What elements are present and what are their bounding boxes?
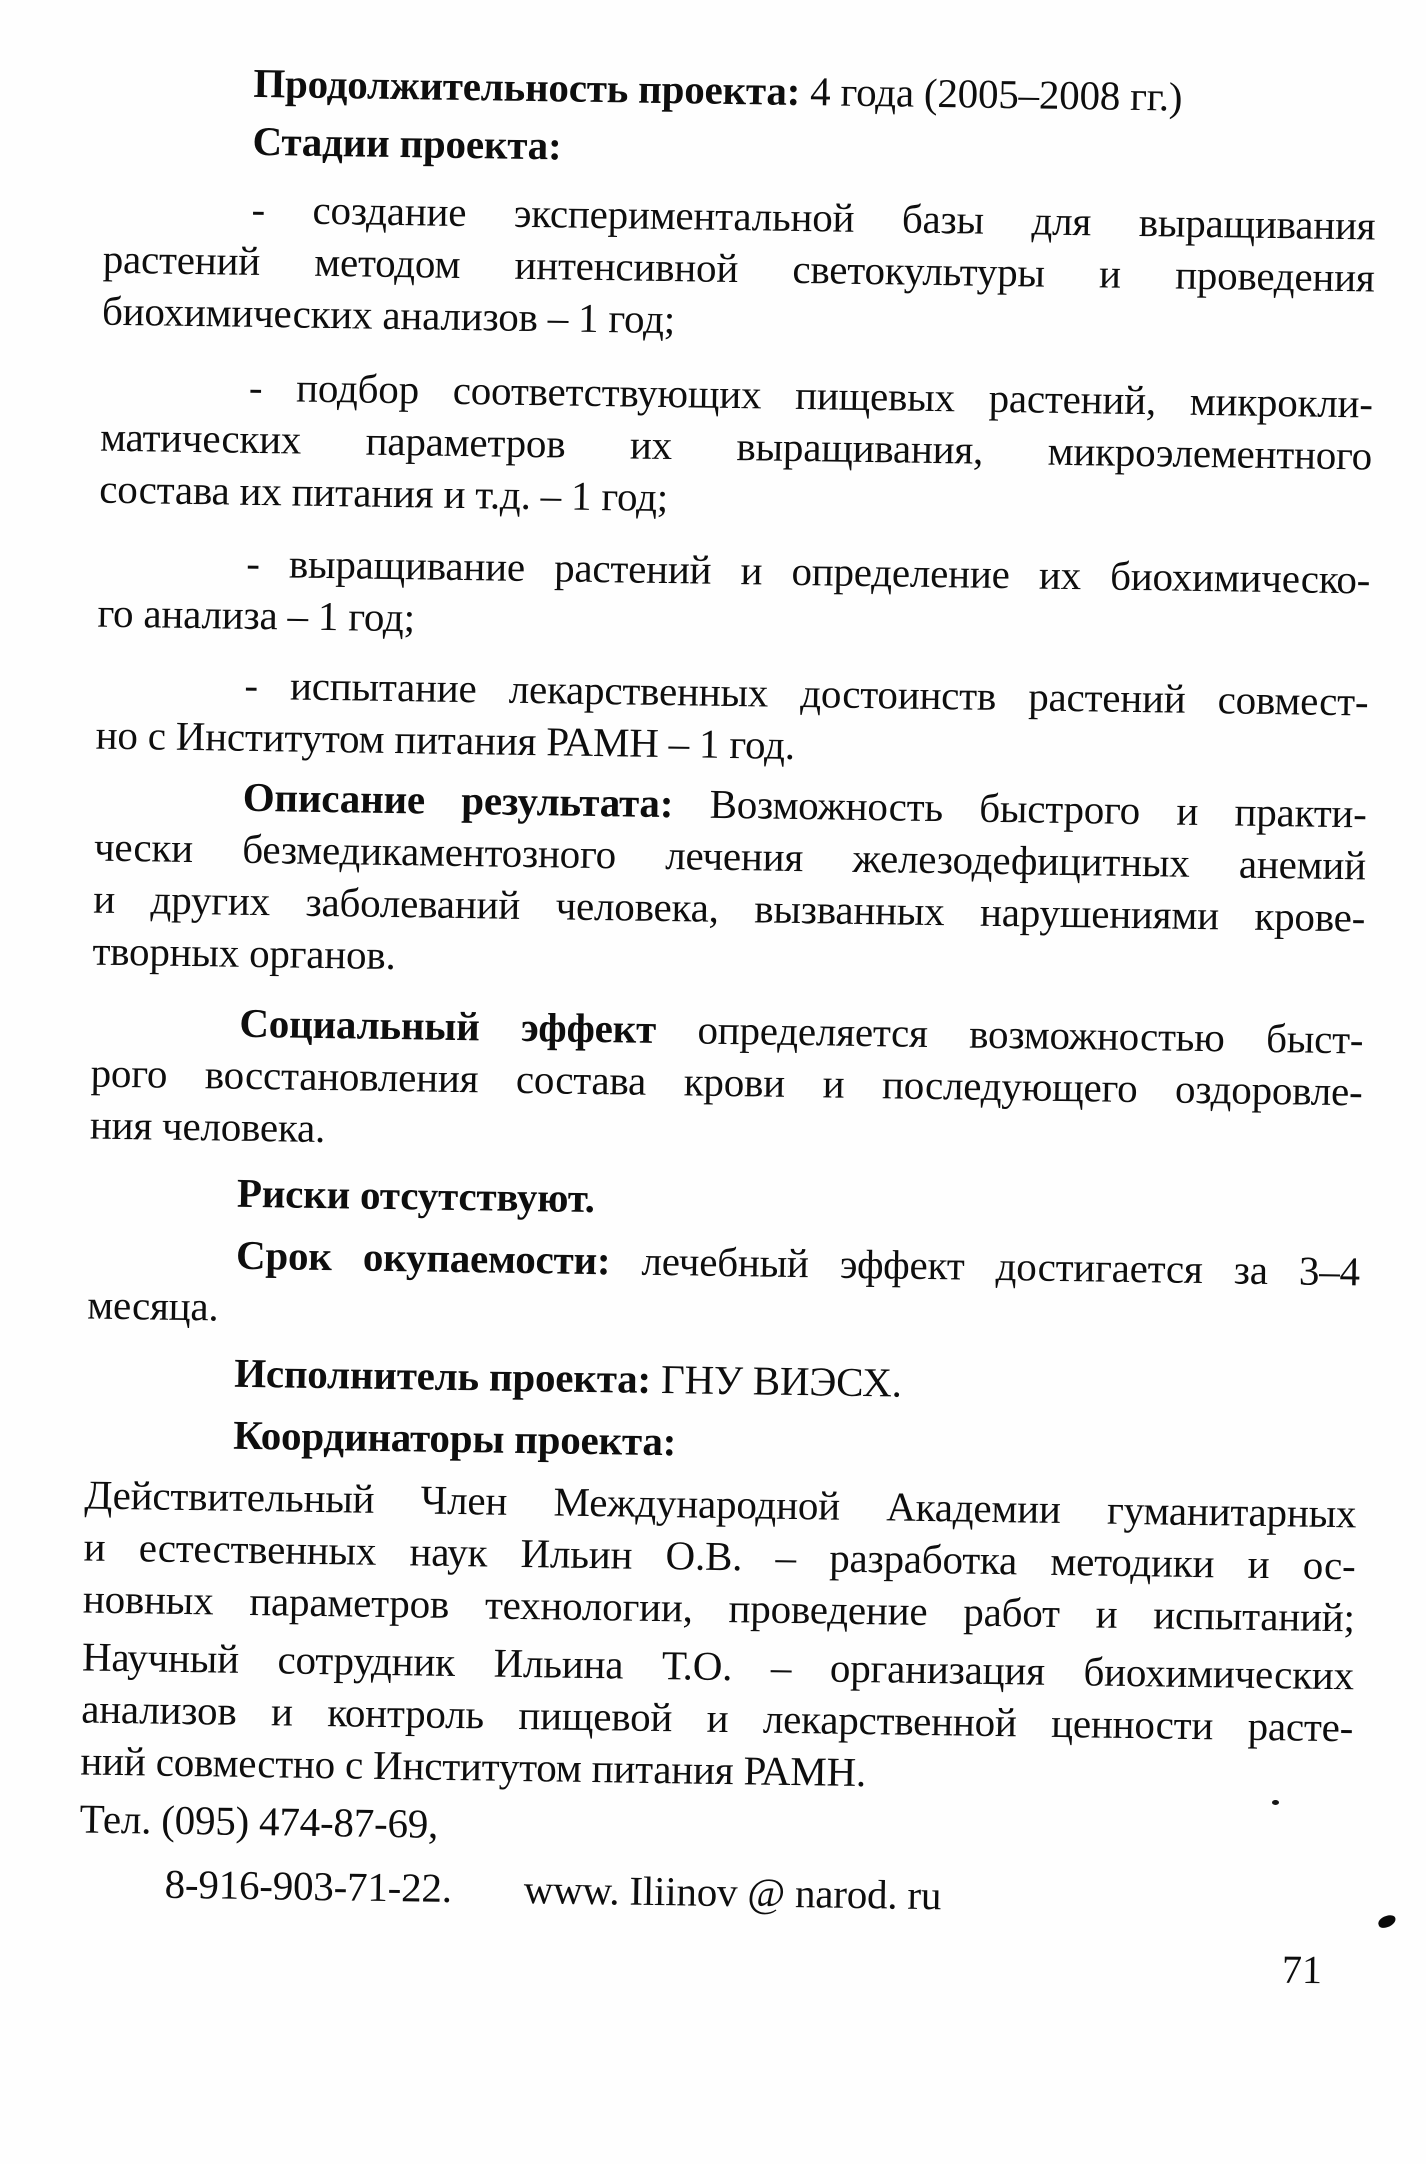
- coordinator-1: [83, 1469, 1357, 1644]
- text-run: ния человека.: [89, 1101, 326, 1152]
- text-run: анализов и контроль пищевой и лекарственной ценности расте-: [80, 1685, 1354, 1751]
- text-run: www. Iliinov @ narod. ru: [523, 1866, 942, 1919]
- text-run: растений методом интенсивной светокультуры и проведения: [102, 235, 1375, 301]
- text-run: новных параметров технологии, проведение работ и испытаний;: [82, 1575, 1356, 1641]
- text-run: ГНУ ВИЭСХ.: [650, 1355, 903, 1406]
- ink-dot: [1272, 1800, 1279, 1805]
- text-run: ний совместно с Институтом питания РАМН.: [80, 1737, 867, 1796]
- text-run: Научный сотрудник Ильина Т.О. – организация биохимических: [81, 1633, 1355, 1699]
- text-run: го анализа – 1 год;: [97, 589, 416, 641]
- bold-text-run: Стадии проекта:: [252, 117, 562, 169]
- text-run: Возможность быстрого и практи-: [672, 780, 1368, 837]
- bold-text-run: Исполнитель проекта:: [233, 1349, 652, 1402]
- stage-4: [95, 657, 1368, 780]
- text-run: 4 года (2005–2008 гг.): [799, 67, 1183, 120]
- text-run: чески безмедикаментозного лечения железодефицитных анемий: [93, 823, 1367, 889]
- text-run: определяется возможностью быст-: [655, 1005, 1364, 1063]
- stage-1: [102, 181, 1376, 356]
- project-coordinators-heading: [85, 1407, 1358, 1478]
- text-run: Тел. (095) 474-87-69,: [79, 1795, 439, 1847]
- text-run: матических параметров их выращивания, микроэлементного: [99, 413, 1373, 479]
- social-effect: [90, 995, 1364, 1170]
- bold-text-run: Продолжительность проекта:: [253, 59, 801, 114]
- contact-line: [78, 1856, 1351, 1927]
- text-run: творных органов.: [92, 927, 396, 979]
- bold-text-run: Социальный эффект: [239, 999, 657, 1052]
- text-run: - испытание лекарственных достоинств растений совмест-: [244, 661, 1369, 725]
- text-line: [89, 1165, 1362, 1236]
- payback-period: [87, 1227, 1360, 1350]
- page-number: 71: [1281, 1946, 1323, 1993]
- text-run: - подбор соответствующих пищевых растений, микрокли-: [248, 363, 1374, 427]
- text-run: Действительный Член Международной Академии гуманитарных: [84, 1471, 1357, 1537]
- text-run: 8-916-903-71-22.: [164, 1860, 453, 1911]
- text-run: и других заболеваний человека, вызванных нарушениями крове-: [92, 875, 1366, 941]
- text-run: рого восстановления состава крови и последующего оздоровле-: [90, 1049, 1363, 1115]
- project-stages-heading: [104, 113, 1377, 184]
- text-run: месяца.: [86, 1281, 219, 1330]
- ink-speck: [1377, 1913, 1398, 1929]
- text-line: [85, 1407, 1358, 1478]
- phone-line-1: [79, 1792, 1352, 1863]
- text-line: [86, 1345, 1359, 1416]
- text-line: [104, 113, 1377, 184]
- result-description: [92, 769, 1367, 996]
- text-run: биохимических анализов – 1 год;: [101, 287, 676, 343]
- project-executor: [86, 1345, 1359, 1416]
- bold-text-run: Срок окупаемости:: [235, 1231, 611, 1284]
- document-text-block: [78, 55, 1377, 1928]
- bold-text-run: Координаторы проекта:: [233, 1411, 677, 1465]
- text-run: и естественных наук Ильин О.В. – разработка методики и ос-: [83, 1523, 1356, 1589]
- text-line: [78, 1856, 1351, 1927]
- bold-text-run: Риски отсутствуют.: [236, 1169, 596, 1222]
- text-run: но с Институтом питания РАМН – 1 год.: [95, 711, 796, 768]
- stage-2: [99, 359, 1373, 534]
- text-run: - выращивание растений и определение их биохимическо-: [245, 539, 1371, 603]
- coordinator-2: [80, 1630, 1354, 1805]
- risks: [89, 1165, 1362, 1236]
- text-run: лечебный эффект достигается за 3–4: [610, 1237, 1361, 1295]
- bold-text-run: Описание результата:: [242, 773, 674, 827]
- text-run: - создание экспериментальной базы для выращивания: [251, 185, 1376, 249]
- text-line: [79, 1792, 1352, 1863]
- stage-3: [97, 535, 1370, 658]
- text-run: состава их питания и т.д. – 1 год;: [99, 465, 669, 521]
